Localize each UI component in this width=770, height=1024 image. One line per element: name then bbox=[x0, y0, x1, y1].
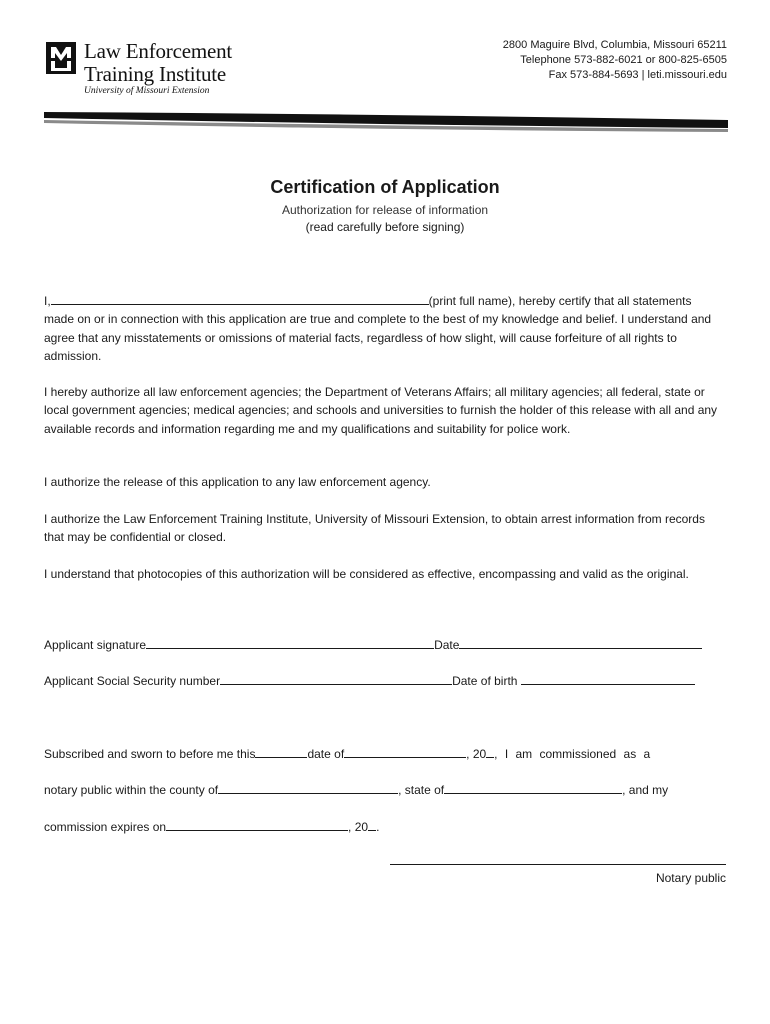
photocopy-paragraph: I understand that photocopies of this authorization will be considered as effective, encompassing and valid as the original. bbox=[44, 567, 689, 581]
sworn-day-field[interactable] bbox=[255, 745, 307, 758]
certification-paragraph bbox=[44, 292, 724, 366]
applicant-signature-label: Applicant signature bbox=[44, 638, 147, 652]
notary-public-label: Notary public bbox=[655, 871, 726, 885]
signing-instruction: (read carefully before signing) bbox=[305, 220, 465, 234]
document-subtitle: Authorization for release of information bbox=[281, 203, 489, 217]
expires-row bbox=[44, 818, 726, 835]
expires-end: . bbox=[376, 820, 380, 834]
date-field[interactable] bbox=[459, 636, 702, 649]
notary-signature-line[interactable] bbox=[390, 864, 726, 865]
header-swoosh-divider bbox=[44, 106, 728, 134]
dob-label: Date of birth bbox=[452, 674, 518, 688]
sworn-month-field[interactable] bbox=[344, 745, 466, 758]
contact-info bbox=[503, 38, 727, 83]
arrest-info-paragraph: I authorize the Law Enforcement Training Institute, University of Missouri Extension, to obtain arrest information from records that may be confidential or closed. bbox=[44, 512, 705, 545]
year-prefix-text: , 20 bbox=[466, 747, 487, 761]
logo-text-line2: Training Institute bbox=[84, 62, 227, 86]
phone-number: Telephone 573-882-6021 or 800-825-6505 bbox=[520, 54, 727, 66]
date-of-text: date of bbox=[307, 747, 345, 761]
ssn-row bbox=[44, 672, 726, 689]
certify-prefix: I, bbox=[44, 294, 51, 308]
applicant-signature-field[interactable] bbox=[146, 636, 434, 649]
ssn-field[interactable] bbox=[220, 672, 452, 685]
street-address: 2800 Maguire Blvd, Columbia, Missouri 65211 bbox=[502, 39, 727, 51]
dob-field[interactable] bbox=[521, 672, 695, 685]
state-text: , state of bbox=[398, 783, 445, 797]
release-paragraph: I authorize the release of this application to any law enforcement agency. bbox=[44, 475, 431, 489]
ssn-label: Applicant Social Security number bbox=[44, 674, 221, 688]
sworn-row bbox=[44, 745, 726, 762]
logo-subtitle: University of Missouri Extension bbox=[84, 86, 210, 96]
logo-text-line1: Law Enforcement bbox=[84, 39, 233, 63]
expires-year-prefix: , 20 bbox=[348, 820, 369, 834]
university-seal-icon bbox=[46, 42, 76, 74]
expires-text: commission expires on bbox=[44, 820, 167, 834]
certify-text: (print full name), hereby certify that all statements made on or in connection with this application are true and complete to the best of my knowledge and belief. I understand and agree that any misstatements or omissions of material facts, regardless of how slight, will cause forfeiture of all rights to admission. bbox=[44, 294, 712, 364]
signature-row bbox=[44, 636, 726, 653]
commissioned-text: , I am commissioned as a bbox=[494, 747, 651, 761]
county-field[interactable] bbox=[218, 781, 398, 794]
and-my-text: , and my bbox=[622, 783, 669, 797]
fax-website: Fax 573-884-5693 | leti.missouri.edu bbox=[548, 69, 727, 81]
institute-logo bbox=[46, 38, 246, 98]
expires-date-field[interactable] bbox=[166, 818, 348, 831]
sworn-text: Subscribed and sworn to before me this bbox=[44, 747, 256, 761]
sworn-year-field[interactable] bbox=[486, 745, 494, 758]
document-title: Certification of Application bbox=[270, 177, 500, 197]
state-field[interactable] bbox=[444, 781, 622, 794]
county-row bbox=[44, 781, 726, 798]
date-label: Date bbox=[434, 638, 460, 652]
authorization-paragraph: I hereby authorize all law enforcement agencies; the Department of Veterans Affairs; all military agencies; all federal, state or local government agencies; medical agencies; and schools and universities to furnish the holder of this release with all and any available records and information regarding me and my qualifications and suitability for police work. bbox=[44, 385, 718, 436]
full-name-field[interactable] bbox=[51, 292, 429, 305]
county-text: notary public within the county of bbox=[44, 783, 219, 797]
expires-year-field[interactable] bbox=[368, 818, 376, 831]
